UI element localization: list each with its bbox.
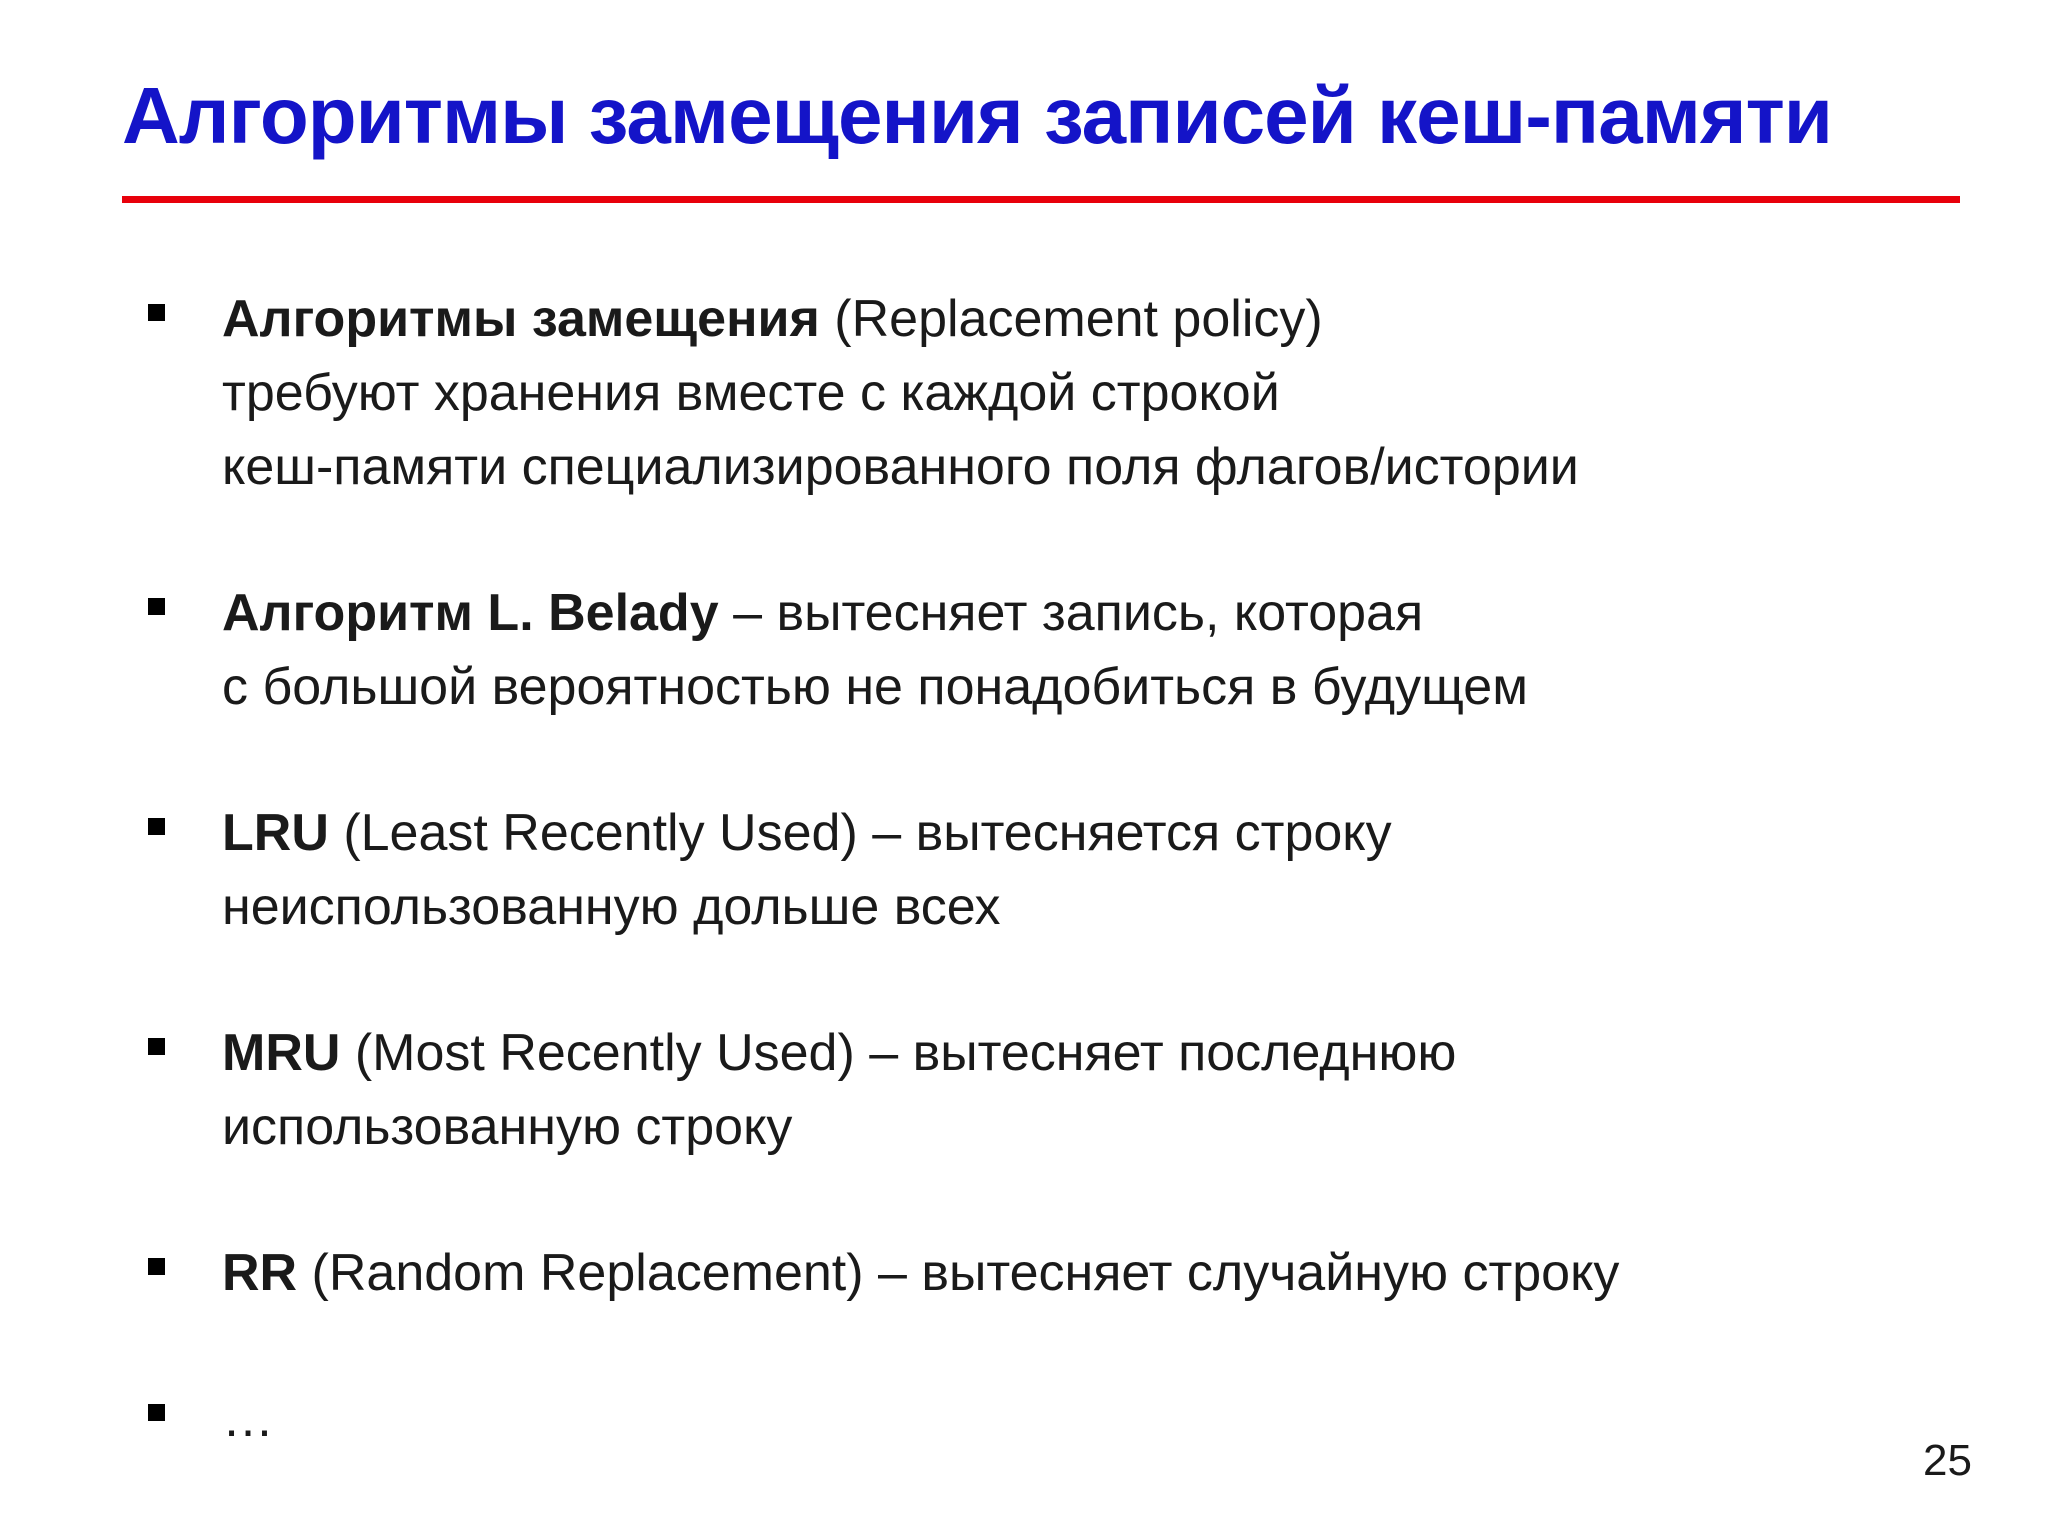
bullet-text: [222, 1016, 1922, 1164]
bullet-line: [222, 1236, 1922, 1310]
bullet-text: [222, 1236, 1922, 1310]
bullet-line: …: [222, 1390, 274, 1448]
bullet-marker-icon: [148, 598, 165, 615]
bullet-rest: – вытесняет запись, которая: [718, 584, 1424, 642]
bullet-rest: (Random Replacement) – вытесняет случайную строку: [297, 1244, 1620, 1302]
title-divider: [122, 196, 1960, 203]
bullet-marker-icon: [148, 1258, 165, 1275]
bullet-line: [222, 1016, 1922, 1090]
bullet-text: [222, 282, 1922, 504]
bullet-rest: (Replacement policy): [819, 290, 1323, 348]
bullet-line: кеш-памяти специализированного поля флагов/истории: [222, 438, 1579, 496]
bullet-text: [222, 1382, 1922, 1456]
bullet-rest: (Most Recently Used) – вытесняет последнюю: [340, 1024, 1457, 1082]
bullet-line: требуют хранения вместе с каждой строкой: [222, 364, 1280, 422]
bullet-line: использованную строку: [222, 1098, 793, 1156]
bullet-term: Алгоритм L. Belady: [222, 584, 719, 642]
bullet-marker-icon: [148, 818, 165, 835]
bullet-line: [222, 576, 1922, 650]
bullet-text: [222, 576, 1922, 724]
bullet-line: [222, 282, 1922, 356]
bullet-line: с большой вероятностью не понадобиться в будущем: [222, 658, 1528, 716]
bullet-text: [222, 796, 1922, 944]
page-number: 25: [1923, 1436, 1972, 1485]
bullet-marker-icon: [148, 1038, 165, 1055]
bullet-term: MRU: [222, 1024, 341, 1082]
bullet-line: неиспользованную дольше всех: [222, 878, 1001, 936]
bullet-rest: (Least Recently Used) – вытесняется строку: [328, 804, 1392, 862]
bullet-marker-icon: [148, 1404, 165, 1421]
bullet-term: RR: [222, 1244, 298, 1302]
bullet-term: Алгоритмы замещения: [222, 290, 820, 348]
bullet-marker-icon: [148, 304, 165, 321]
slide-title: Алгоритмы замещения записей кеш-памяти: [122, 71, 1832, 160]
bullet-term: LRU: [222, 804, 329, 862]
bullet-line: [222, 796, 1922, 870]
